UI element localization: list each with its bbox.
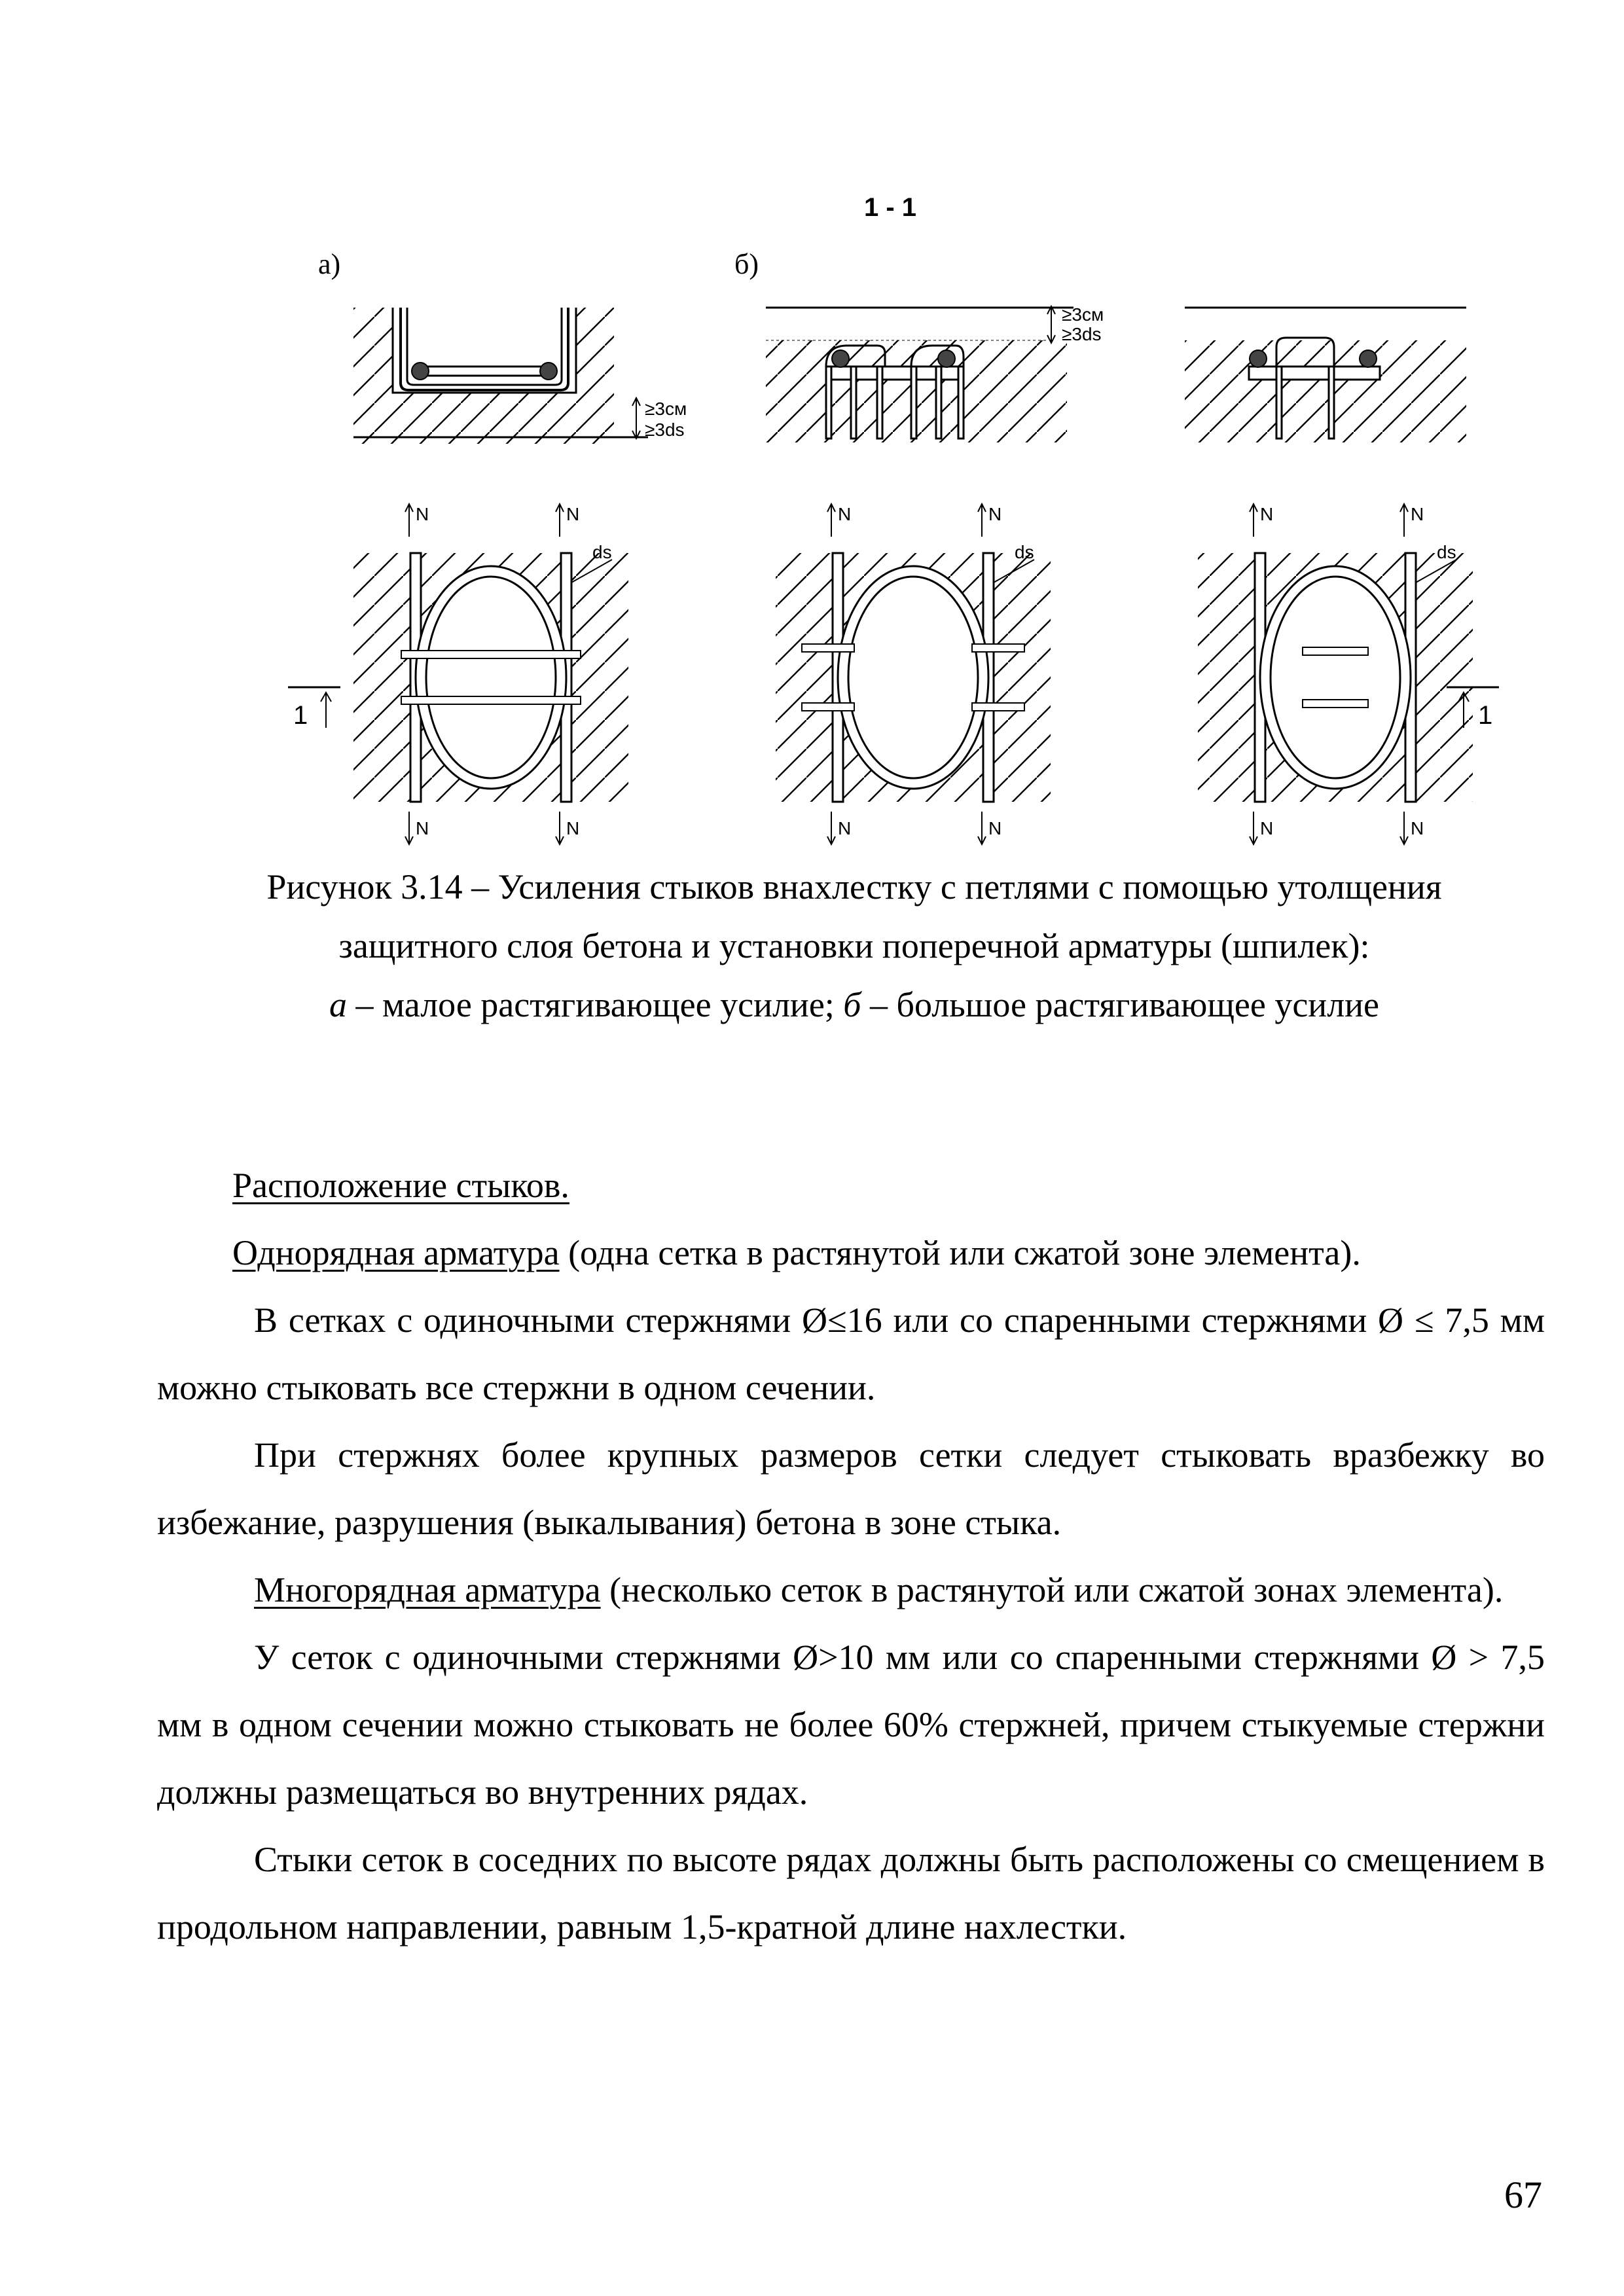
cut-marker-label: 1	[1478, 701, 1493, 730]
figure-caption-line-2: защитного слоя бетона и установки поперечной арматуры (шпилек):	[338, 926, 1370, 965]
section-cut-marker-left	[288, 687, 340, 730]
force-label: N	[1260, 818, 1274, 838]
body-text	[157, 1152, 1545, 1961]
cover-label-top: ≥3см	[1062, 304, 1104, 325]
bar-diameter-label: ds	[592, 542, 612, 562]
force-label: N	[988, 818, 1002, 838]
bar-circle	[540, 363, 557, 380]
force-label: N	[1411, 818, 1424, 838]
force-label: N	[416, 818, 429, 838]
caption-variant-a-text: – малое растягивающее усилие;	[346, 985, 844, 1024]
force-label: N	[566, 504, 580, 524]
paragraph-1: В сетках с одиночными стержнями Ø≤16 или со спаренными стержнями Ø ≤ 7,5 мм можно стыковать все стержни в одном сечении.	[157, 1300, 1545, 1407]
force-label: N	[1260, 504, 1274, 524]
multi-row-paragraph	[157, 1556, 1545, 1624]
paragraph-4: Стыки сеток в соседних по высоте рядах должны быть расположены со смещением в продольном направлении, равным 1,5-кратной длине нахлестки.	[157, 1840, 1545, 1946]
caption-variant-a: а	[329, 985, 347, 1024]
force-label: N	[416, 504, 429, 524]
single-row-paragraph	[157, 1219, 1545, 1287]
caption-variant-b: б	[843, 985, 861, 1024]
joint-reinforcement-figure	[0, 0, 1624, 870]
section-b-cross-section-2	[1185, 308, 1466, 442]
paragraph-3: У сеток с одиночными стержнями Ø>10 мм или со спаренными стержнями Ø > 7,5 мм в одном сечении можно стыковать не более 60% стержней, причем стыкуемые стержни должны размещаться во внутренних рядах.	[157, 1638, 1545, 1812]
plan-view-2	[776, 504, 1051, 844]
section-a-cross-section	[353, 308, 687, 444]
cover-label-bottom: ≥3ds	[1062, 324, 1102, 344]
figure-caption-line-3	[157, 975, 1551, 1034]
bar-diameter-label: ds	[1437, 542, 1456, 562]
cover-label-top: ≥3см	[645, 399, 687, 419]
plan-view-1	[353, 504, 628, 844]
bar-circle	[1360, 350, 1377, 367]
bar-circle	[412, 363, 429, 380]
bar-circle	[832, 350, 849, 367]
single-row-title: Однорядная арматура	[232, 1233, 560, 1272]
multi-row-title: Многорядная арматура	[254, 1570, 601, 1609]
section-heading-text: Расположение стыков.	[232, 1166, 569, 1205]
multi-row-rest: (несколько сеток в растянутой или сжатой зонах элемента).	[600, 1570, 1504, 1609]
variant-a-label: а)	[318, 248, 341, 280]
force-label: N	[1411, 504, 1424, 524]
cover-label-bottom: ≥3ds	[645, 420, 685, 440]
force-label: N	[838, 818, 852, 838]
variant-b-label: б)	[734, 248, 759, 280]
caption-variant-b-text: – большое растягивающее усилие	[861, 985, 1380, 1024]
force-label: N	[838, 504, 852, 524]
paragraph-2: При стержнях более крупных размеров сетки следует стыковать вразбежку во избежание, разрушения (выкалывания) бетона в зоне стыка.	[157, 1435, 1545, 1542]
bar-circle	[938, 350, 955, 367]
cut-marker-label: 1	[293, 701, 308, 730]
section-b-cross-section-1	[766, 304, 1104, 442]
bar-diameter-label: ds	[1015, 542, 1034, 562]
bar-circle	[1250, 350, 1267, 367]
single-row-rest: (одна сетка в растянутой или сжатой зоне элемента).	[559, 1233, 1361, 1272]
section-heading	[157, 1152, 1545, 1219]
plan-view-3	[1198, 504, 1473, 844]
force-label: N	[566, 818, 580, 838]
section-label: 1 - 1	[864, 193, 917, 222]
force-label: N	[988, 504, 1002, 524]
figure-caption-line-1: Рисунок 3.14 – Усиления стыков внахлестку с петлями с помощью утолщения	[266, 867, 1442, 906]
page-number: 67	[1504, 2174, 1542, 2216]
